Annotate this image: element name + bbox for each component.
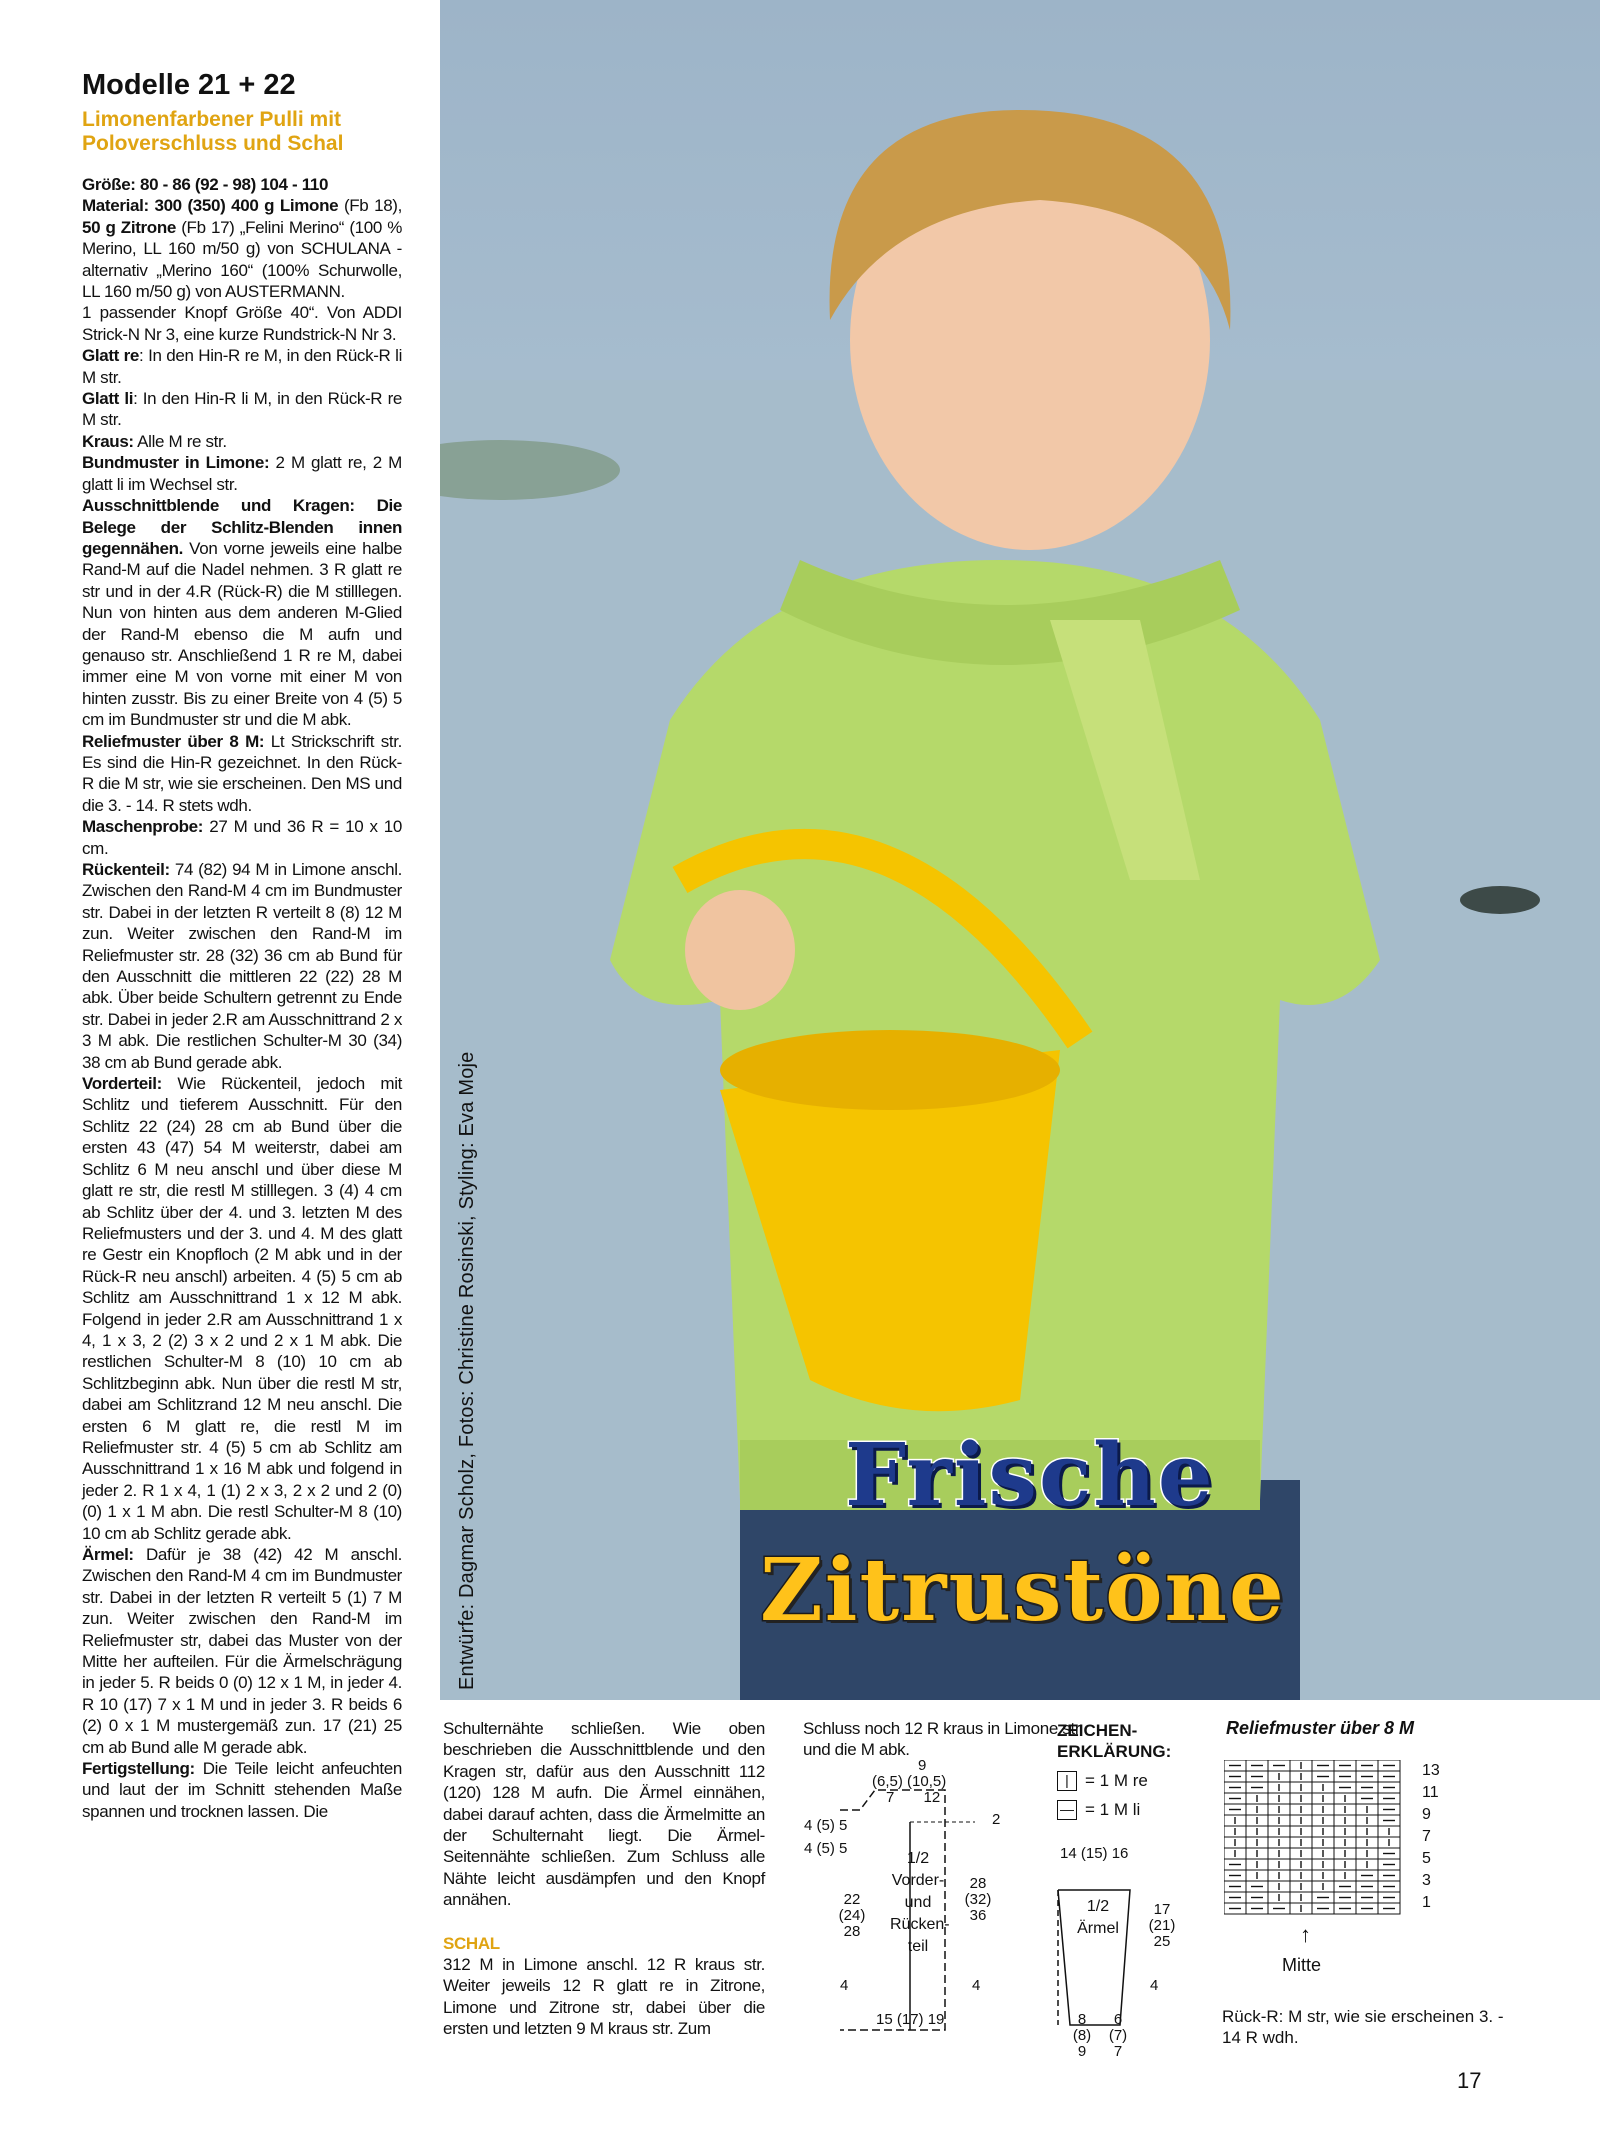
instructions <box>82 174 402 1822</box>
sleeve-h-3: 25 <box>1153 1933 1171 1950</box>
glatt-li-text: : In den Hin-R li M, in den Rück-R re M str. <box>82 389 402 430</box>
fertigstellung-cont: Schulternähte schließen. Wie oben beschrieben die Ausschnittblende und den Kragen str, dafür aus den Ausschnitt 112 (120) 128 M aufn. Die Ärmel einnähen, dabei darauf achten, dass die Ärmelmitte an der Schulternaht liegt. Die Ärmel-Seitennähte schließen. Zum Schluss alle Nähte leicht ausdämpfen und den Knopf annähen. <box>443 1719 765 1910</box>
probe-label: Maschenprobe: <box>82 817 204 837</box>
left-h-1: 22 <box>843 1891 861 1908</box>
sleeve-w1-2: (8) <box>1072 2027 1092 2044</box>
material-label: Material: 300 (350) 400 g Limone <box>82 196 339 216</box>
size-line: Größe: 80 - 86 (92 - 98) 104 - 110 <box>82 175 329 194</box>
row-num-7: 7 <box>1422 1828 1431 1845</box>
row-num-5: 5 <box>1422 1850 1431 1867</box>
page-subtitle: Limonenfarbener Pulli mit Poloverschluss und Schal <box>82 108 344 155</box>
right-h-3: 36 <box>969 1907 987 1924</box>
relief-label: Reliefmuster über 8 M: <box>82 731 265 751</box>
schem-neck-1: 4 (5) 5 <box>804 1817 848 1834</box>
schem-right-height <box>960 1876 996 1924</box>
duck <box>1460 886 1540 914</box>
schal-text: 312 M in Limone anschl. 12 R kraus str. Weiter jeweils 12 R glatt re in Zitrone, Limone und Zitrone str, dabei über die ersten und letzten 9 M kraus str. Zum <box>443 1955 765 2039</box>
schem-top: 9 <box>918 1757 927 1774</box>
vorderteil-text: Wie Rückenteil, jedoch mit Schlitz und tieferem Ausschnitt. Für den Schlitz 22 (24) 28 cm ab Bund über die ersten 43 (47) 54 M weiterstr, dabei am Schlitz 6 M neu anschl und über diese M glatt re str, die restl M stilllegen. 3 (4) 4 cm ab Schlitz über der 4. und 3. letzten M des Reliefmusters und der 3. und 4. M des glatt re Gestr ein Knopfloch (2 M abk und in der Rück-R neu anschl) arbeiten. 4 (5) 5 cm ab Schlitz am Ausschnittrand 1 x 12 M abk. Folgend in jeder 2.R am Ausschnittrand 1 x 4, 1 x 3, 2 (2) 3 x 2 und 2 x 1 M abk. Die restlichen Schulter-M 8 (10) 10 cm ab Schlitzbeginn abk. Nun über die restl M str, dabei am Schlitzrand 12 M neu anschl. Die ersten 6 M glatt re, die restl M im Reliefmuster str. 4 (5) 5 cm ab Schlitz am Ausschnittrand 1 x 16 M abk und folgend in jeder 2. R 1 x 4, 1 (1) 2 x 3, 2 x 2 und 2 (0) (0) 1 x 1 M abn. Die restl Schulter-M 8 (10) 10 cm ab Schlitz gerade abk. <box>82 1074 402 1543</box>
legend-re-text: = 1 M re <box>1085 1771 1148 1790</box>
schem-top-2: (6,5) (10,5) <box>872 1773 947 1790</box>
legend-heading-2: ERKLÄRUNG: <box>1057 1742 1172 1761</box>
body-label-1: 1/2 <box>906 1850 930 1867</box>
pattern-note: Rück-R: M str, wie sie erscheinen 3. - 14 R wdh. <box>1222 2007 1504 2047</box>
fertig-label: Fertigstellung: <box>82 1759 195 1779</box>
body-label <box>890 1848 950 1958</box>
sleeve-w1-1: 8 <box>1077 2011 1087 2028</box>
glatt-li-label: Glatt li <box>82 389 134 409</box>
sleeve-label <box>1068 1896 1128 1940</box>
page-number: 17 <box>1457 2068 1482 2093</box>
sleeve-h-2: (21) <box>1148 1917 1176 1934</box>
material-text: (Fb 18), <box>338 196 402 216</box>
right-h-1: 28 <box>969 1875 987 1892</box>
headline-line-1: Frische <box>845 1425 1215 1526</box>
legend-row-re <box>1057 1770 1171 1791</box>
sleeve-width-2 <box>1106 2012 1130 2060</box>
schem-small-2: 2 <box>992 1811 1001 1828</box>
sleeve-w2-2: (7) <box>1108 2027 1128 2044</box>
aermel-label: Ärmel: <box>82 1545 134 1564</box>
aermel-text: Dafür je 38 (42) 42 M anschl. Zwischen den Rand-M 4 cm im Bundmuster str. Dabei in der letzten R verteilt 5 (1) 7 M zun. Weiter zwischen den Rand-M im Reliefmuster str, dabei das Muster von der Mitte her aufteilen. Für die Ärmelschrägung in jeder 5. R beids 0 (0) 12 x 1 M, in jeder 4. R 10 (17) 7 x 1 M und in jeder 3. R beids 6 (2) 0 x 1 M mustergemäß zun. 17 (21) 25 cm ab Bund alle M gerade abk. <box>82 1545 402 1757</box>
legend-heading-1: ZEICHEN- <box>1057 1721 1138 1740</box>
sleeve-h-1: 17 <box>1153 1901 1171 1918</box>
fertig-text: Die Teile leicht anfeuchten und laut der im Schnitt stehenden Maße spannen und trocknen lassen. Die <box>82 1759 402 1821</box>
body-label-5: teil <box>907 1938 929 1955</box>
rueckenteil-label: Rückenteil: <box>82 860 170 879</box>
schem-width: 15 (17) 19 <box>876 2011 945 2028</box>
page-title: Modelle 21 + 22 <box>82 69 296 101</box>
vorderteil-label: Vorderteil: <box>82 1074 162 1094</box>
legend-li-text: = 1 M li <box>1085 1800 1141 1819</box>
schal-end-text: Schluss noch 12 R kraus in Limone str und die M abk. <box>803 1719 1081 1760</box>
schem-top-3: 7 12 <box>886 1789 941 1806</box>
schem-left-height <box>834 1892 870 1940</box>
purl-symbol-icon: — <box>1057 1800 1077 1820</box>
schem-neck-2: 4 (5) 5 <box>804 1840 848 1857</box>
sleeve-w2-3: 7 <box>1113 2043 1123 2060</box>
row-num-9: 9 <box>1422 1806 1431 1823</box>
photo-credit: Entwürfe: Dagmar Scholz, Fotos: Christine Rosinski, Styling: Eva Moje <box>456 1051 478 1690</box>
sleeve-label-1: 1/2 <box>1086 1898 1110 1915</box>
button-needles: 1 passender Knopf Größe 40“. Von ADDI Strick-N Nr 3, eine kurze Rundstrick-N Nr 3. <box>82 303 402 344</box>
glatt-re-label: Glatt re <box>82 346 140 366</box>
sleeve-label-2: Ärmel <box>1077 1920 1119 1937</box>
sleeve-top-width: 14 (15) 16 <box>1060 1845 1129 1862</box>
kraus-label: Kraus: <box>82 431 134 451</box>
symbol-legend <box>1057 1720 1171 1820</box>
schal-heading: SCHAL <box>443 1933 500 1953</box>
pattern-title: Reliefmuster über 8 M <box>1226 1718 1415 1738</box>
pattern-row-numbers <box>1422 1760 1440 1914</box>
sleeve-w2-1: 6 <box>1113 2011 1123 2028</box>
right-h-2: (32) <box>964 1891 992 1908</box>
left-text-column <box>82 68 402 1822</box>
row-num-3: 3 <box>1422 1872 1431 1889</box>
schem-bottom-right: 4 <box>972 1977 981 1994</box>
left-hand <box>685 890 795 1010</box>
mitte-arrow-icon: ↑ <box>1300 1922 1311 1947</box>
sleeve-height <box>1144 1902 1180 1950</box>
probe-text: 27 M und 36 R = 10 x 10 cm. <box>82 817 402 858</box>
body-label-2: Vorder- <box>891 1872 945 1889</box>
legend-row-li <box>1057 1799 1171 1820</box>
schem-bottom-left: 4 <box>840 1977 849 1994</box>
row-num-11: 11 <box>1422 1784 1439 1801</box>
bund-text: 2 M glatt re, 2 M glatt li im Wechsel str. <box>82 453 402 494</box>
relief-text: Lt Strickschrift str. Es sind die Hin-R gezeichnet. In den Rück-R die M str, wie sie erscheinen. Den MS und die 3. - 14. R stets wdh. <box>82 731 402 815</box>
continued-instructions <box>443 1718 765 2040</box>
kraus-text: Alle M re str. <box>133 431 227 451</box>
row-num-1: 1 <box>1422 1894 1431 1911</box>
left-h-3: 28 <box>843 1923 861 1940</box>
material-text-2: (Fb 17) „Felini Merino“ (100 % Merino, LL 160 m/50 g) von SCHULANA - alternativ „Merino 160“ (100% Schurwolle, LL 160 m/50 g) von AUSTERMANN. <box>82 217 403 302</box>
sleeve-bottom-right: 4 <box>1150 1977 1159 1994</box>
sleeve-width-1 <box>1070 2012 1094 2060</box>
left-h-2: (24) <box>838 1907 866 1924</box>
sleeve-w1-3: 9 <box>1077 2043 1087 2060</box>
glatt-re-text: : In den Hin-R re M, in den Rück-R li M str. <box>82 346 403 387</box>
body-label-4: Rücken- <box>890 1916 950 1933</box>
rueckenteil-text: 74 (82) 94 M in Limone anschl. Zwischen den Rand-M 4 cm im Bundmuster str. Dabei in der letzten R verteilt 8 (8) 12 M zun. Weiter zwischen den Rand-M im Reliefmuster str. 28 (32) 36 cm ab Bund für den Ausschnitt die mittleren 22 (22) 28 M abk. Über beide Schultern getrennt zu Ende str. Dabei in jeder 2.R am Ausschnittrand 2 x 3 M abk. Die restlichen Schulter-M 30 (34) 38 cm ab Bund gerade abk. <box>82 860 402 1072</box>
ausschnitt-label: Ausschnittblende und Kragen: Die Belege der Schlitz-Blenden innen gegennähen. <box>82 496 402 558</box>
pattern-chart <box>1224 1760 1444 1920</box>
mitte-label: Mitte <box>1282 1955 1322 1975</box>
row-num-13: 13 <box>1422 1762 1440 1779</box>
bund-label: Bundmuster in Limone: <box>82 453 270 473</box>
headline-line-2: Zitrustöne <box>760 1540 1286 1641</box>
material-label-2: 50 g Zitrone <box>82 217 176 237</box>
ausschnitt-text: Von vorne jeweils eine halbe Rand-M auf die Nadel nehmen. 3 R glatt re str und in der 4.R (Rück-R) die M stilllegen. Nun von hinten aus dem anderen M-Glied der Rand-M ebenso die M aufn und genauso str. Anschließend 1 R re M, dabei immer eine M von vorne mit einer M von hinten zusstr. Bis zu einer Breite von 4 (5) 5 cm im Bundmuster str und die M abk. <box>82 538 402 730</box>
body-label-3: und <box>904 1894 932 1911</box>
bucket-rim <box>720 1030 1060 1110</box>
knit-symbol-icon: | <box>1057 1771 1077 1791</box>
